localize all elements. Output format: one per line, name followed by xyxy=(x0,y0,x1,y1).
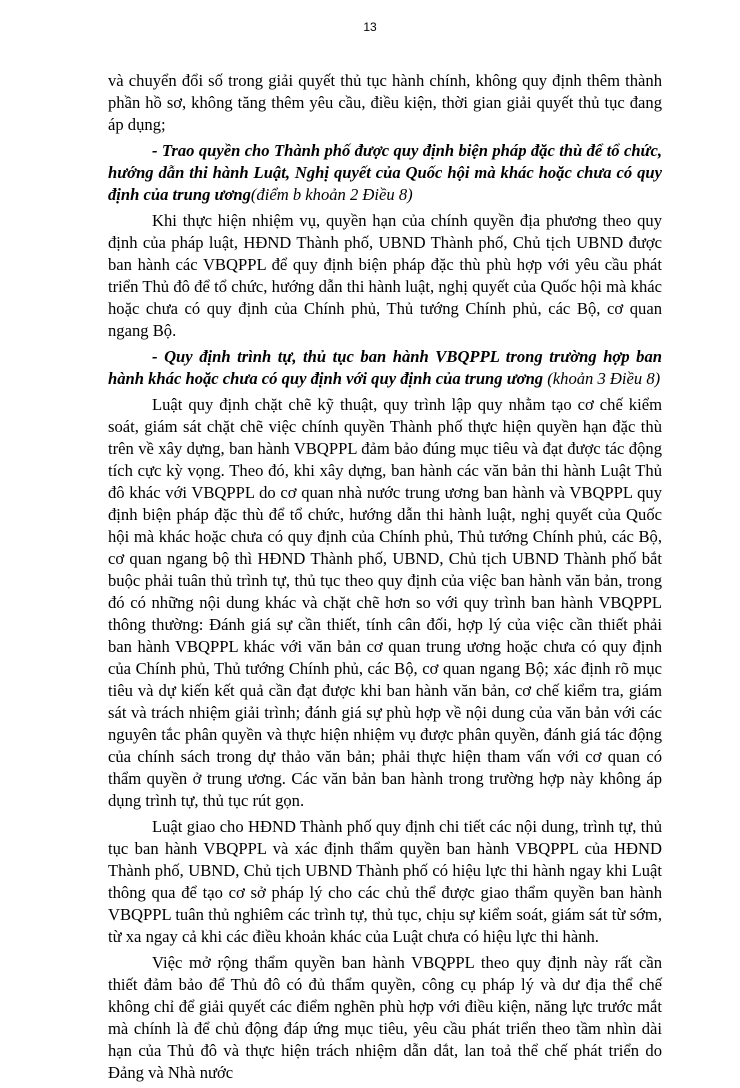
paragraph-body: Việc mở rộng thẩm quyền ban hành VBQPPL theo quy định này rất cần thiết đảm bảo để Thủ đô có đủ thẩm quyền, công cụ pháp lý và dư địa thể chế không chỉ để giải quyết các điểm nghẽn phù hợp với điều kiện, năng lực trước mắt mà chính là để chủ động đáp ứng mục tiêu, yêu cầu phát triển theo tầm nhìn dài hạn của Thủ đô và thực hiện trách nhiệm dẫn dắt, lan toả thể chế phát triển do Đảng và Nhà nước xyxy=(108,953,662,1082)
heading-text: - Trao quyền cho Thành phố được quy định biện pháp đặc thù để tổ chức, hướng dẫn thi hành Luật, Nghị quyết của Quốc hội mà khác hoặc chưa có quy định của trung ương xyxy=(108,141,662,204)
section-heading-delegation xyxy=(108,140,662,206)
paragraph-body: Luật quy định chặt chẽ kỹ thuật, quy trình lập quy nhằm tạo cơ chế kiểm soát, giám sát chặt chẽ việc chính quyền Thành phố thực hiện quyền hạn đặc thù trên về xây dựng, ban hành VBQPPL đảm bảo đúng mục tiêu và đạt được tác động tích cực kỳ vọng. Theo đó, khi xây dựng, ban hành các văn bản thi hành Luật Thủ đô khác với VBQPPL do cơ quan nhà nước trung ương ban hành và VBQPPL quy định biện pháp đặc thù để tổ chức, hướng dẫn thi hành luật, nghị quyết của Quốc hội mà khác hoặc chưa có quy định của Chính phủ, Thủ tướng Chính phủ, các Bộ, cơ quan ngang bộ thì HĐND Thành phố, UBND, Chủ tịch UBND Thành phố bắt buộc phải tuân thủ trình tự, thủ tục theo quy định của việc ban hành văn bản, trong đó có những nội dung khác và chặt chẽ hơn so với quy trình ban hành VBQPPL thông thường: Đánh giá sự cần thiết, tính cân đối, hợp lý của việc cần thiết phải ban hành VBQPPL khác với văn bản cơ quan trung ương hoặc chưa có quy định của Chính phủ, Thủ tướng Chính phủ, các Bộ, cơ quan ngang Bộ; xác định rõ mục tiêu và dự kiến kết quả cần đạt được khi ban hành văn bản, cơ chế kiểm tra, giám sát và trách nhiệm giải trình; đánh giá sự phù hợp về nội dung của văn bản với các nguyên tắc phân quyền và thực hiện nhiệm vụ được phân quyền, đánh giá tác động của chính sách trong dự thảo văn bản; phải thực hiện tham vấn với cơ quan có thẩm quyền ở trung ương. Các văn bản ban hành trong trường hợp này không áp dụng trình tự, thủ tục rút gọn. xyxy=(108,395,662,810)
heading-text: - Quy định trình tự, thủ tục ban hành VBQPPL trong trường hợp ban hành khác hoặc chưa có quy định với quy định của trung ương xyxy=(108,347,662,388)
heading-reference: (khoản 3 Điều 8) xyxy=(543,369,661,388)
paragraph-body: Khi thực hiện nhiệm vụ, quyền hạn của chính quyền địa phương theo quy định của pháp luật, HĐND Thành phố, UBND Thành phố, Chủ tịch UBND được ban hành các VBQPPL để quy định biện pháp đặc thù phù hợp với yêu cầu phát triển Thủ đô để tổ chức, hướng dẫn thi hành luật, nghị quyết của Quốc hội mà khác hoặc chưa có quy định của Chính phủ, Thủ tướng Chính phủ, các Bộ, cơ quan ngang Bộ. xyxy=(108,211,662,340)
section-heading-procedure xyxy=(108,346,662,390)
document-body xyxy=(108,70,662,1088)
paragraph-body: Luật giao cho HĐND Thành phố quy định chi tiết các nội dung, trình tự, thủ tục ban hành VBQPPL và xác định thẩm quyền ban hành VBQPPL của HĐND Thành phố, UBND, Chủ tịch UBND Thành phố có hiệu lực thi hành ngay khi Luật thông qua để tạo cơ sở pháp lý cho các chủ thể được giao thẩm quyền ban hành VBQPPL tuân thủ nghiêm các trình tự, thủ tục, chịu sự kiểm soát, giám sát từ sớm, từ xa ngay cả khi các điều khoản khác của Luật chưa có hiệu lực thi hành. xyxy=(108,817,662,946)
paragraph-continuation: và chuyển đổi số trong giải quyết thủ tục hành chính, không quy định thêm thành phần hồ sơ, không tăng thêm yêu cầu, điều kiện, thời gian giải quyết thủ tục đang áp dụng; xyxy=(108,71,662,134)
heading-reference: (điểm b khoản 2 Điều 8) xyxy=(250,185,413,204)
page-number: 13 xyxy=(363,20,377,34)
